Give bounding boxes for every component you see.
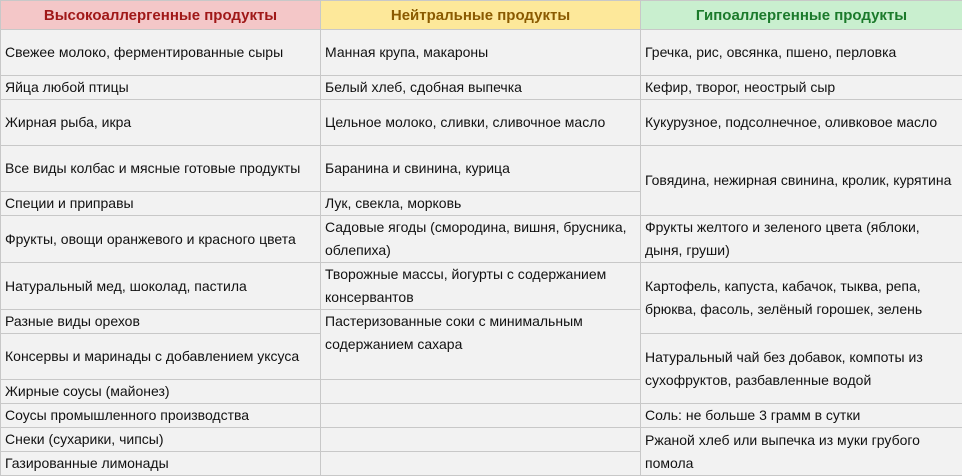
neutral-cell-empty — [321, 428, 641, 452]
hypo-cell: Ржаной хлеб или выпечка из муки грубого помола — [641, 428, 962, 476]
table-row — [1, 428, 962, 452]
header-high-allergen: Высокоаллергенные продукты — [1, 1, 321, 30]
high-cell: Яйца любой птицы — [1, 76, 321, 100]
hypo-cell: Картофель, капуста, кабачок, тыква, репа, брюква, фасоль, зелёный горошек, зелень — [641, 263, 962, 334]
neutral-cell-empty — [321, 380, 641, 404]
neutral-cell: Манная крупа, макароны — [321, 30, 641, 76]
hypo-cell: Кефир, творог, неострый сыр — [641, 76, 962, 100]
high-cell: Соусы промышленного производства — [1, 404, 321, 428]
neutral-cell: Цельное молоко, сливки, сливочное масло — [321, 100, 641, 146]
neutral-cell: Белый хлеб, сдобная выпечка — [321, 76, 641, 100]
table-row — [1, 263, 962, 310]
table-row — [1, 100, 962, 146]
header-row — [1, 1, 962, 30]
header-neutral: Нейтральные продукты — [321, 1, 641, 30]
high-cell: Жирные соусы (майонез) — [1, 380, 321, 404]
table-row — [1, 146, 962, 192]
header-hypoallergenic: Гипоаллергенные продукты — [641, 1, 962, 30]
neutral-cell: Садовые ягоды (смородина, вишня, брусника, облепиха) — [321, 216, 641, 263]
neutral-cell: Пастеризованные соки с минимальным содержанием сахара — [321, 310, 641, 380]
table-row — [1, 404, 962, 428]
table-row — [1, 76, 962, 100]
hypo-cell: Говядина, нежирная свинина, кролик, курятина — [641, 146, 962, 216]
table-row — [1, 30, 962, 76]
neutral-cell: Лук, свекла, морковь — [321, 192, 641, 216]
neutral-cell: Творожные массы, йогурты с содержанием консервантов — [321, 263, 641, 310]
hypo-cell: Натуральный чай без добавок, компоты из сухофруктов, разбавленные водой — [641, 334, 962, 404]
neutral-cell-empty — [321, 404, 641, 428]
high-cell: Жирная рыба, икра — [1, 100, 321, 146]
hypo-cell: Фрукты желтого и зеленого цвета (яблоки, дыня, груши) — [641, 216, 962, 263]
high-cell: Фрукты, овощи оранжевого и красного цвета — [1, 216, 321, 263]
hypo-cell: Кукурузное, подсолнечное, оливковое масло — [641, 100, 962, 146]
high-cell: Свежее молоко, ферментированные сыры — [1, 30, 321, 76]
table-row — [1, 216, 962, 263]
high-cell: Снеки (сухарики, чипсы) — [1, 428, 321, 452]
high-cell: Все виды колбас и мясные готовые продукты — [1, 146, 321, 192]
neutral-cell: Баранина и свинина, курица — [321, 146, 641, 192]
high-cell: Специи и приправы — [1, 192, 321, 216]
hypo-cell: Гречка, рис, овсянка, пшено, перловка — [641, 30, 962, 76]
high-cell: Разные виды орехов — [1, 310, 321, 334]
high-cell: Консервы и маринады с добавлением уксуса — [1, 334, 321, 380]
high-cell: Натуральный мед, шоколад, пастила — [1, 263, 321, 310]
hypo-cell: Соль: не больше 3 грамм в сутки — [641, 404, 962, 428]
high-cell: Газированные лимонады — [1, 452, 321, 476]
